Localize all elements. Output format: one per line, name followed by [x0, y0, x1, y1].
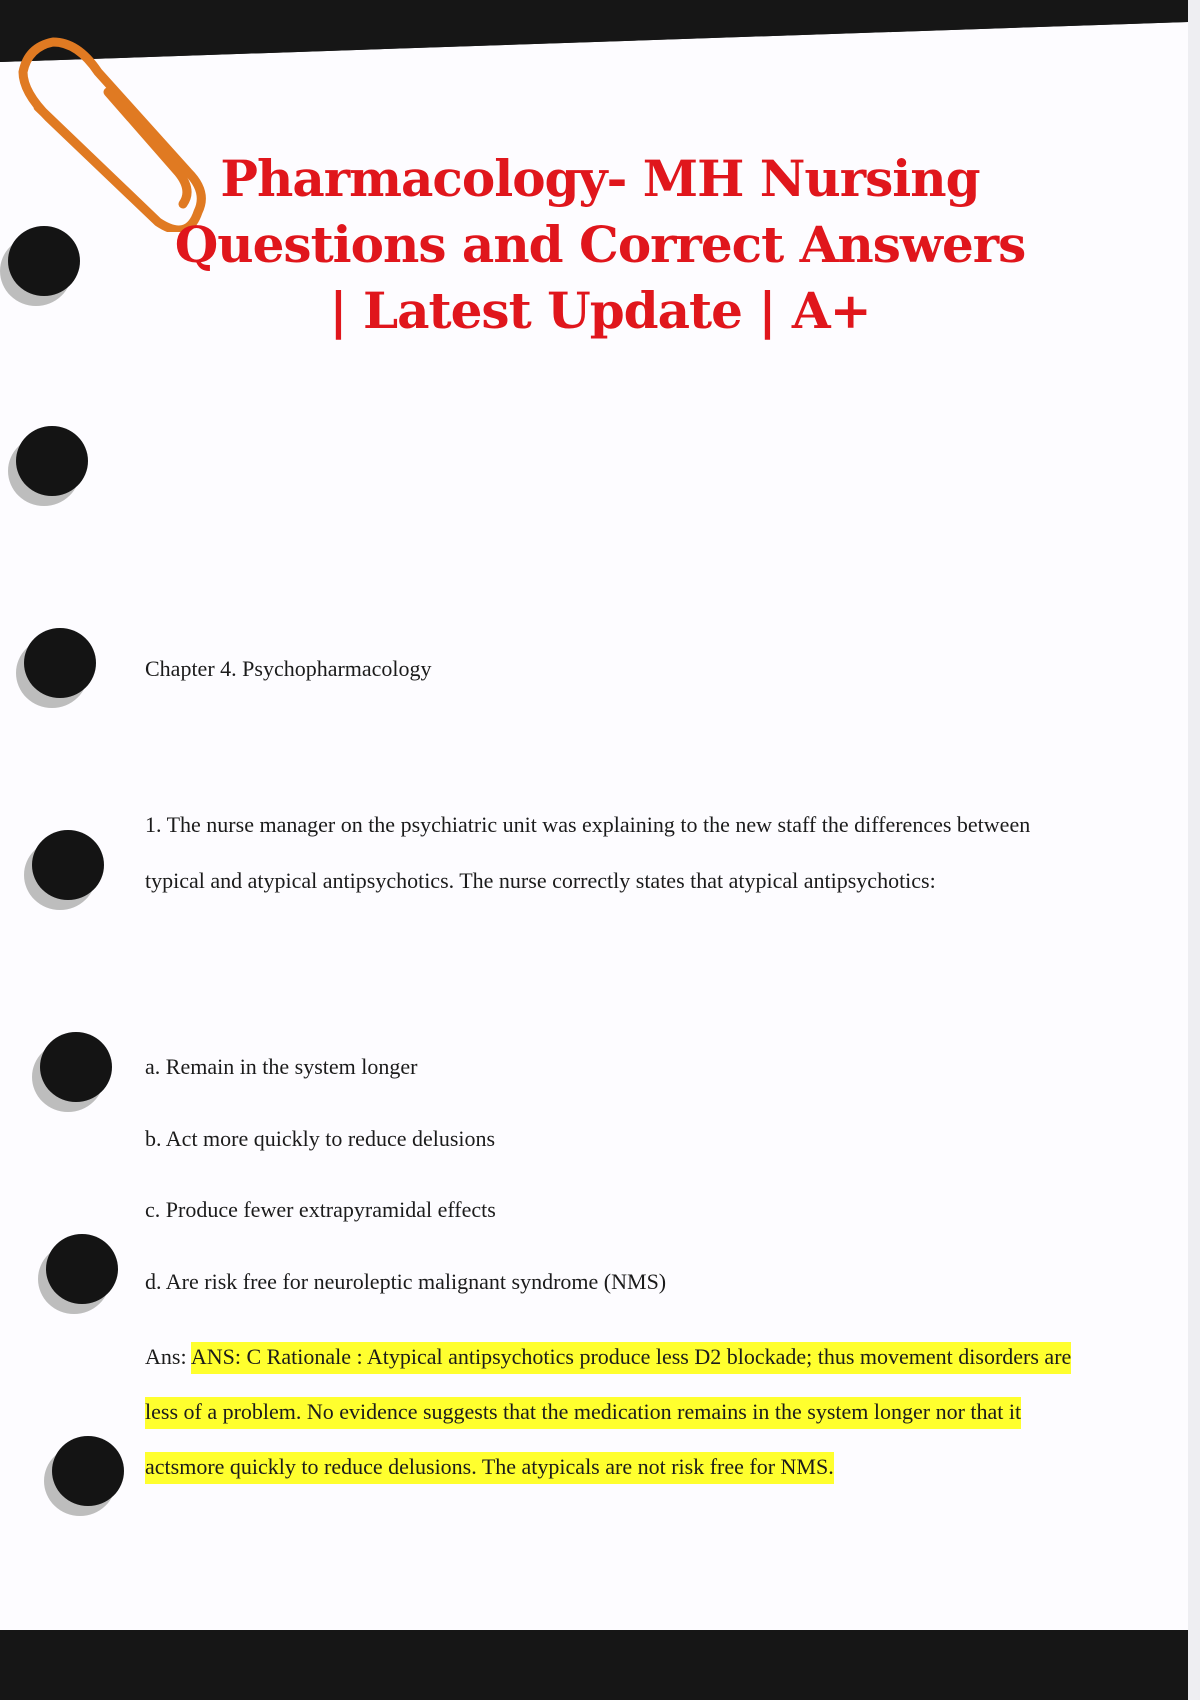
option-b: b. Act more quickly to reduce delusions — [145, 1126, 496, 1151]
binder-hole — [24, 628, 96, 698]
binder-hole — [46, 1234, 118, 1304]
answer-block — [145, 1329, 1075, 1494]
answer-highlight: ANS: C Rationale : Atypical antipsychotics produce less D2 blockade; thus movement disorders are less of a problem. No evidence suggests that the medication remains in the system longer nor that it actsmore quickly to reduce delusions. The atypicals are not risk free for NMS. — [145, 1342, 1071, 1484]
option-c: c. Produce fewer extrapyramidal effects — [145, 1197, 496, 1222]
option-a: a. Remain in the system longer — [145, 1054, 418, 1079]
option-d: d. Are risk free for neuroleptic malignant syndrome (NMS) — [145, 1269, 667, 1294]
binder-hole — [32, 830, 104, 900]
binder-hole — [40, 1032, 112, 1102]
binder-hole — [8, 226, 80, 296]
document-title: Pharmacology- MH Nursing Questions and Correct Answers | Latest Update | A+ — [174, 149, 1026, 340]
binder-hole — [52, 1436, 124, 1506]
answer-label: Ans: — [145, 1344, 191, 1369]
binder-hole — [16, 426, 88, 496]
question-text: 1. The nurse manager on the psychiatric unit was explaining to the new staff the differences between typical and atypical antipsychotics. The nurse correctly states that atypical antipsychotics: — [145, 812, 1031, 893]
page-right-edge — [1188, 0, 1200, 1700]
chapter-heading: Chapter 4. Psychopharmacology — [145, 656, 432, 681]
bottom-shadow-band — [0, 1630, 1200, 1700]
